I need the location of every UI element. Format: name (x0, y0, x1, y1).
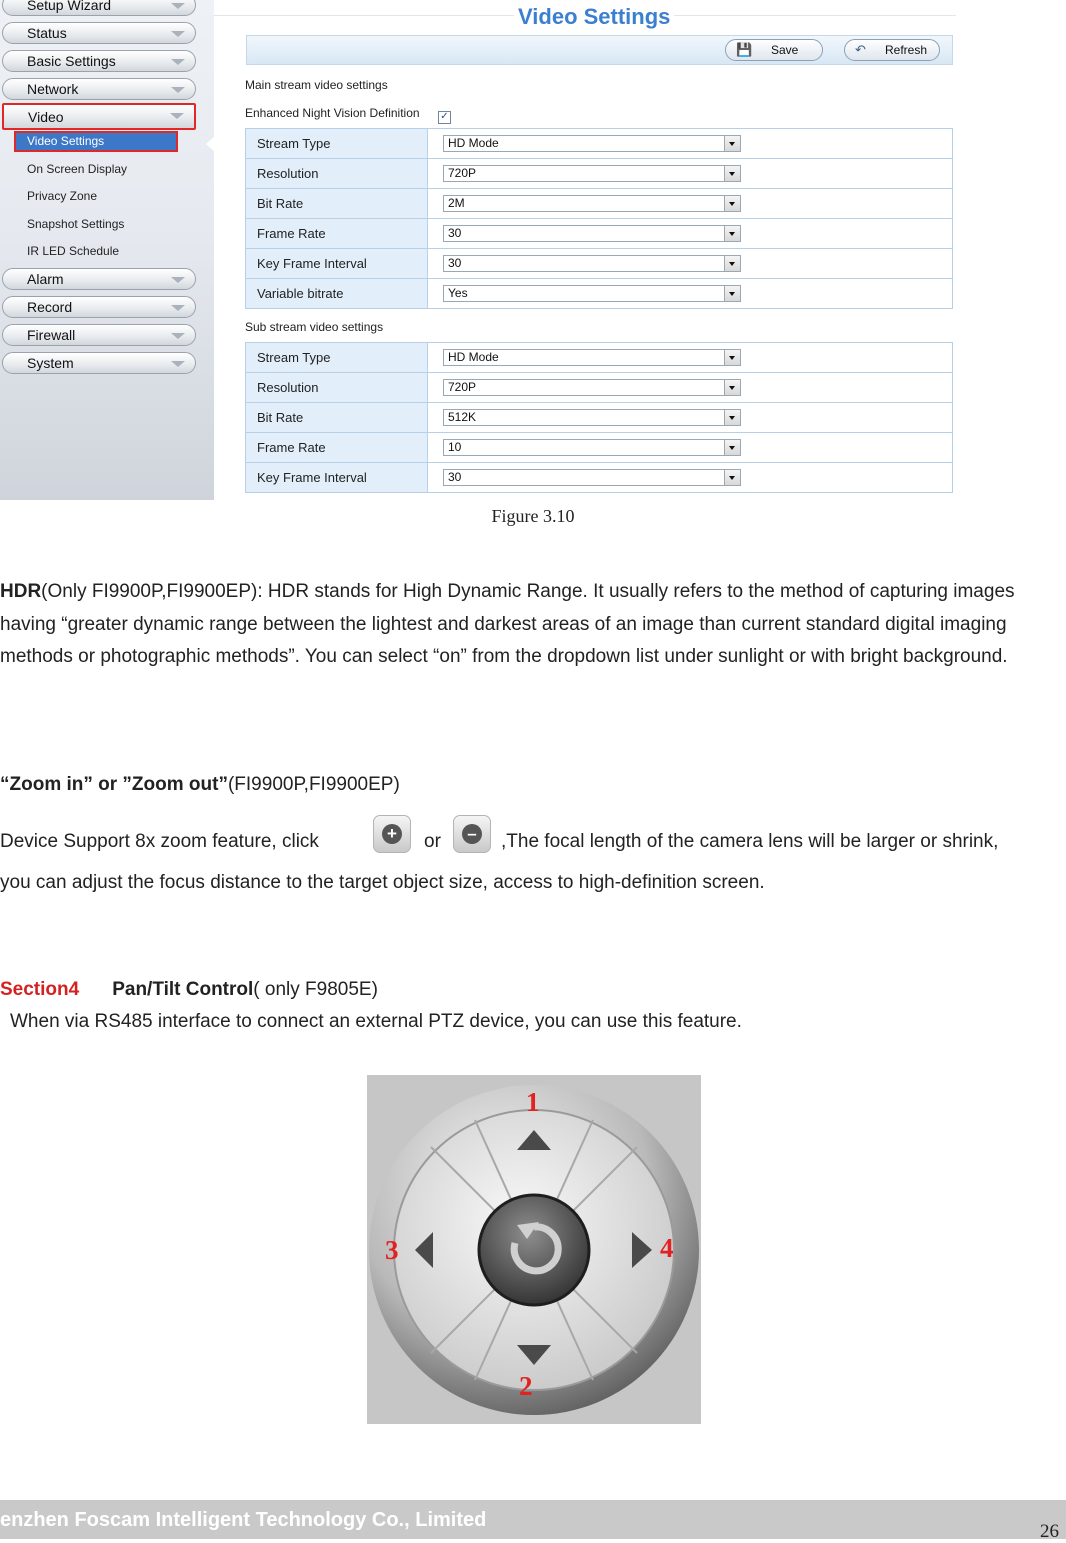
row-label: Bit Rate (246, 403, 428, 433)
variable-bitrate-select[interactable] (443, 285, 741, 302)
page-number: 26 (1040, 1521, 1059, 1542)
zoom-text-after: ,The focal length of the camera lens will be larger or shrink, (501, 831, 999, 852)
chevron-down-icon (171, 277, 185, 283)
bit-rate-select[interactable] (443, 409, 741, 426)
ptz-label-down: 2 (519, 1371, 533, 1401)
dropdown-arrow-icon (724, 470, 740, 485)
nav-video[interactable] (2, 103, 196, 130)
zoom-in-icon: + (373, 815, 411, 853)
main-stream-heading: Main stream video settings (245, 78, 388, 92)
subnav-ir-led-schedule[interactable]: IR LED Schedule (27, 244, 120, 258)
zoom-heading (0, 769, 1066, 802)
section4-models: ( only F9805E) (253, 979, 378, 1000)
row-label: Bit Rate (246, 189, 428, 219)
figure-caption: Figure 3.10 (491, 506, 575, 526)
zoom-line-2: you can adjust the focus distance to the target object size, access to high-definition screen. (0, 872, 765, 893)
save-button[interactable] (725, 39, 823, 61)
page-footer (0, 1500, 1066, 1539)
nav-label: Firewall (27, 327, 76, 343)
nav-system[interactable] (2, 352, 196, 374)
row-label: Frame Rate (246, 433, 428, 463)
nav-setup-wizard[interactable] (2, 0, 196, 16)
main-stream-table (245, 128, 953, 309)
resolution-select[interactable] (443, 379, 741, 396)
toolbar (246, 35, 953, 65)
section4-label: Section4 (0, 979, 80, 1000)
select-value: 720P (448, 380, 477, 394)
table-row (246, 159, 953, 189)
select-value: 2M (448, 196, 465, 210)
bit-rate-select[interactable] (443, 195, 741, 212)
nav-firewall[interactable] (2, 324, 196, 346)
table-row (246, 433, 953, 463)
table-row (246, 373, 953, 403)
refresh-button[interactable] (844, 39, 940, 61)
select-value: 30 (448, 226, 462, 240)
table-row (246, 279, 953, 309)
select-value: HD Mode (448, 136, 499, 150)
night-vision-label: Enhanced Night Vision Definition (245, 106, 420, 120)
nav-label: Status (27, 25, 67, 41)
dropdown-arrow-icon (724, 380, 740, 395)
dropdown-arrow-icon (724, 226, 740, 241)
dropdown-arrow-icon (724, 286, 740, 301)
ptz-label-right: 4 (660, 1233, 674, 1263)
center-reset-button[interactable] (479, 1195, 589, 1305)
dropdown-arrow-icon (724, 440, 740, 455)
stream-type-select[interactable] (443, 135, 741, 152)
chevron-down-icon (171, 31, 185, 37)
nav-record[interactable] (2, 296, 196, 318)
save-label: Save (771, 43, 799, 57)
chevron-down-icon (171, 87, 185, 93)
sub-stream-heading: Sub stream video settings (245, 320, 384, 334)
zoom-heading-title: “Zoom in” or ”Zoom out” (0, 774, 228, 795)
table-row (246, 219, 953, 249)
chevron-down-icon (171, 3, 185, 9)
ptz-label-left: 3 (385, 1235, 399, 1265)
nav-label: Basic Settings (27, 53, 116, 69)
ptz-wheel (367, 1075, 701, 1424)
page-title: Video Settings (514, 4, 674, 30)
dropdown-arrow-icon (724, 256, 740, 271)
section4-title: Pan/Tilt Control (112, 979, 254, 1000)
save-icon: 💾 (736, 42, 753, 57)
table-row (246, 129, 953, 159)
nav-label: System (27, 355, 74, 371)
dropdown-arrow-icon (724, 136, 740, 151)
dropdown-arrow-icon (724, 410, 740, 425)
nav-label: Setup Wizard (27, 0, 112, 13)
frame-rate-select[interactable] (443, 225, 741, 242)
select-value: HD Mode (448, 350, 499, 364)
row-label: Stream Type (246, 129, 428, 159)
resolution-select[interactable] (443, 165, 741, 182)
night-vision-checkbox[interactable]: ✓ (438, 111, 451, 124)
nav-status[interactable] (2, 22, 196, 44)
frame-rate-select[interactable] (443, 439, 741, 456)
subnav-video-settings[interactable]: Video Settings (14, 131, 178, 152)
row-label: Key Frame Interval (246, 463, 428, 493)
row-label: Stream Type (246, 343, 428, 373)
key-frame-interval-select[interactable] (443, 469, 741, 486)
nav-alarm[interactable] (2, 268, 196, 290)
select-value: 10 (448, 440, 462, 454)
zoom-text-before: Device Support 8x zoom feature, click (0, 831, 319, 852)
refresh-label: Refresh (885, 43, 928, 57)
sub-stream-table (245, 342, 953, 493)
select-value: 30 (448, 470, 462, 484)
select-value: 30 (448, 256, 462, 270)
row-label: Key Frame Interval (246, 249, 428, 279)
video-settings-screenshot (0, 0, 956, 500)
company-name: enzhen Foscam Intelligent Technology Co., Limited (0, 1509, 487, 1531)
zoom-out-icon: – (453, 815, 491, 853)
row-label: Resolution (246, 159, 428, 189)
dropdown-arrow-icon (724, 350, 740, 365)
nav-label: Network (27, 81, 79, 97)
table-row (246, 463, 953, 493)
select-value: 720P (448, 166, 477, 180)
dropdown-arrow-icon (724, 196, 740, 211)
nav-label: Record (27, 299, 73, 315)
nav-label: Video (28, 109, 64, 125)
nav-network[interactable] (2, 78, 196, 100)
refresh-icon: ↶ (855, 42, 866, 57)
chevron-down-icon (171, 361, 185, 367)
row-label: Frame Rate (246, 219, 428, 249)
subnav-snapshot-settings[interactable]: Snapshot Settings (27, 217, 125, 231)
subnav-on-screen-display[interactable]: On Screen Display (27, 162, 128, 176)
key-frame-interval-select[interactable] (443, 255, 741, 272)
table-row (246, 403, 953, 433)
section4-heading (0, 974, 1066, 1007)
settings-panel (214, 0, 956, 500)
section4-text: When via RS485 interface to connect an external PTZ device, you can use this feature. (10, 1011, 742, 1032)
zoom-or: or (424, 831, 441, 852)
chevron-down-icon (171, 59, 185, 65)
table-row (246, 249, 953, 279)
zoom-models: (FI9900P,FI9900EP) (227, 774, 400, 795)
chevron-down-icon (171, 333, 185, 339)
nav-label: Alarm (27, 271, 64, 287)
table-row (246, 189, 953, 219)
subnav-privacy-zone[interactable]: Privacy Zone (27, 189, 98, 203)
select-value: Yes (448, 286, 468, 300)
chevron-down-icon (171, 305, 185, 311)
ptz-label-up: 1 (526, 1087, 540, 1117)
select-value: 512K (448, 410, 477, 424)
sidebar (0, 0, 214, 500)
row-label: Resolution (246, 373, 428, 403)
ptz-control-image (367, 1075, 701, 1424)
hdr-term: HDR (0, 581, 42, 602)
row-label: Variable bitrate (246, 279, 428, 309)
table-row (246, 343, 953, 373)
dropdown-arrow-icon (724, 166, 740, 181)
nav-basic-settings[interactable] (2, 50, 196, 72)
chevron-down-icon (170, 113, 184, 119)
hdr-paragraph (0, 576, 1066, 674)
hdr-text: (Only FI9900P,FI9900EP): HDR stands for High Dynamic Range. It usually refers to the method of capturing images having “greater dynamic range between the lightest and darkest areas of an image than current standard digital imaging methods or photographic methods”. You can select “on” from the dropdown list under sunlight or with bright background. (0, 581, 1015, 667)
stream-type-select[interactable] (443, 349, 741, 366)
